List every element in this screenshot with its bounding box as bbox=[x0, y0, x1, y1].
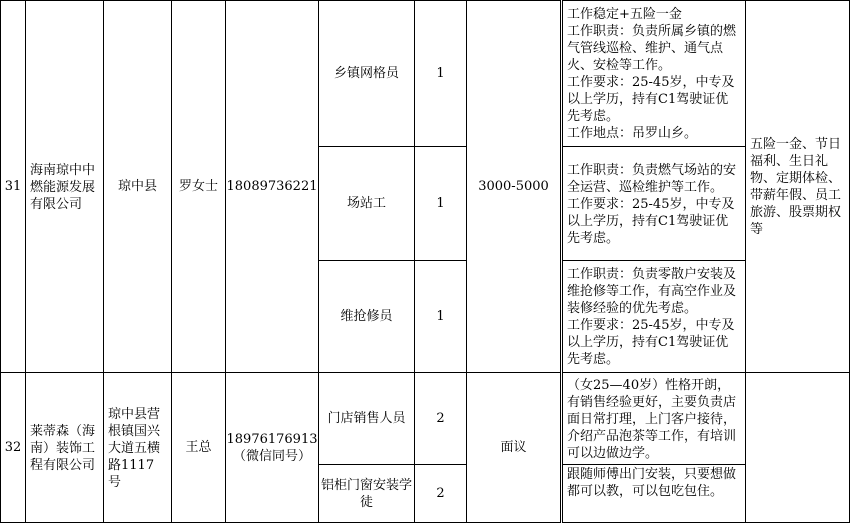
position-count: 1 bbox=[415, 147, 467, 261]
table-row bbox=[1, 1, 850, 147]
row-number: 31 bbox=[1, 1, 26, 373]
position-description: 工作稳定+五险一金 工作职责：负责所属乡镇的燃气管线巡检、维护、通气点火、安检等工作。 工作要求：25-45岁，中专及以上学历，持有C1驾驶证优先考虑。 工作地点：吊罗山乡。 bbox=[562, 1, 746, 147]
position-count: 2 bbox=[415, 373, 467, 465]
salary: 3000-5000 bbox=[467, 1, 562, 373]
position-title: 乡镇网格员 bbox=[319, 1, 415, 147]
position-title: 场站工 bbox=[319, 147, 415, 261]
salary: 面议 bbox=[467, 373, 562, 523]
company-name: 海南琼中中燃能源发展有限公司 bbox=[26, 1, 104, 373]
contact-person: 罗女士 bbox=[172, 1, 226, 373]
work-location: 琼中县 bbox=[104, 1, 172, 373]
position-title: 门店销售人员 bbox=[319, 373, 415, 465]
contact-phone: 18089736221 bbox=[226, 1, 319, 373]
position-title: 铝柜门窗安装学徒 bbox=[319, 465, 415, 523]
position-title: 维抢修员 bbox=[319, 261, 415, 373]
benefits bbox=[746, 373, 850, 523]
table-row bbox=[1, 373, 850, 465]
benefits: 五险一金、节日福利、生日礼物、定期体检、带薪年假、员工旅游、股票期权等 bbox=[746, 1, 850, 373]
company-name: 莱蒂森（海南）装饰工程有限公司 bbox=[26, 373, 104, 523]
contact-phone: 18976176913 （微信同号） bbox=[226, 373, 319, 523]
position-description: 工作职责：负责零散户安装及维抢修等工作，有高空作业及装修经验的优先考虑。 工作要求：25-45岁，中专及以上学历，持有C1驾驶证优先考虑。 bbox=[562, 261, 746, 373]
contact-person: 王总 bbox=[172, 373, 226, 523]
row-number: 32 bbox=[1, 373, 26, 523]
position-description: 跟随师傅出门安装，只要想做都可以教，可以包吃包住。 bbox=[562, 465, 746, 523]
position-description: 工作职责：负责燃气场站的安全运营、巡检维护等工作。 工作要求：25-45岁，中专及以上学历，持有C1驾驶证优先考虑。 bbox=[562, 147, 746, 261]
position-description: （女25—40岁）性格开朗，有销售经验更好，主要负责店面日常打理，上门客户接待，介绍产品泡茶等工作，有培训可以边做边学。 bbox=[562, 373, 746, 465]
position-count: 2 bbox=[415, 465, 467, 523]
position-count: 1 bbox=[415, 261, 467, 373]
work-location: 琼中县营根镇国兴大道五横路1117号 bbox=[104, 373, 172, 523]
position-count: 1 bbox=[415, 1, 467, 147]
